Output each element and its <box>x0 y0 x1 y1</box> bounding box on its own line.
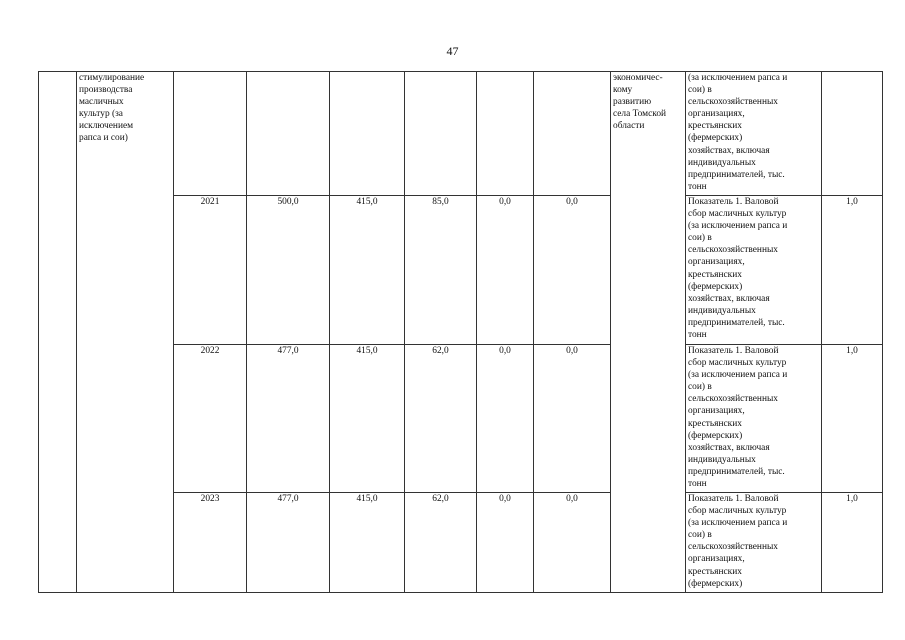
value-cell: 1,0 <box>822 196 883 345</box>
goal-cell <box>611 72 686 593</box>
year-cell: 2021 <box>174 196 247 345</box>
total-cell <box>247 72 330 196</box>
total-cell: 477,0 <box>247 493 330 593</box>
other-cell: 0,0 <box>534 345 611 493</box>
table-row <box>39 72 883 196</box>
indicator-text: Показатель 1. Валовой сбор масличных культур (за исключением рапса и сои) в сельскохозяйственных организациях, крестьянских (фермерских) хозяйствах, включая индивидуальных предпринимателей, тыс. тонн <box>688 197 788 341</box>
indicator-cell <box>686 72 822 196</box>
local-cell <box>477 72 534 196</box>
year-cell <box>174 72 247 196</box>
measure-text: стимулирование производства масличных культур (за исключением рапса и сои) <box>79 73 145 144</box>
regional-cell: 62,0 <box>405 493 477 593</box>
total-cell: 477,0 <box>247 345 330 493</box>
indicator-cell <box>686 345 822 493</box>
page-number: 47 <box>446 44 459 58</box>
value-cell: 1,0 <box>822 493 883 593</box>
indicator-text: (за исключением рапса и сои) в сельскохозяйственных организациях, крестьянских (фермерских) хозяйствах, включая индивидуальных предпринимателей, тыс. тонн <box>688 73 788 192</box>
indicator-cell <box>686 493 822 593</box>
measure-cell <box>77 72 174 593</box>
local-cell: 0,0 <box>477 345 534 493</box>
federal-cell: 415,0 <box>330 493 405 593</box>
federal-cell: 415,0 <box>330 345 405 493</box>
other-cell: 0,0 <box>534 196 611 345</box>
value-cell <box>822 72 883 196</box>
year-cell: 2022 <box>174 345 247 493</box>
regional-cell <box>405 72 477 196</box>
local-cell: 0,0 <box>477 493 534 593</box>
total-cell: 500,0 <box>247 196 330 345</box>
goal-text: экономичес- кому развитию села Томской области <box>613 73 667 132</box>
other-cell: 0,0 <box>534 493 611 593</box>
program-table <box>38 71 883 593</box>
federal-cell <box>330 72 405 196</box>
number-cell <box>39 72 77 593</box>
regional-cell: 85,0 <box>405 196 477 345</box>
other-cell <box>534 72 611 196</box>
local-cell: 0,0 <box>477 196 534 345</box>
indicator-cell <box>686 196 822 345</box>
value-cell: 1,0 <box>822 345 883 493</box>
indicator-text: Показатель 1. Валовой сбор масличных культур (за исключением рапса и сои) в сельскохозяйственных организациях, крестьянских (фермерских) хозяйствах, включая индивидуальных предпринимателей, тыс. тонн <box>688 346 788 490</box>
year-cell: 2023 <box>174 493 247 593</box>
regional-cell: 62,0 <box>405 345 477 493</box>
federal-cell: 415,0 <box>330 196 405 345</box>
indicator-text: Показатель 1. Валовой сбор масличных культур (за исключением рапса и сои) в сельскохозяйственных организациях, крестьянских (фермерских) <box>688 494 788 589</box>
